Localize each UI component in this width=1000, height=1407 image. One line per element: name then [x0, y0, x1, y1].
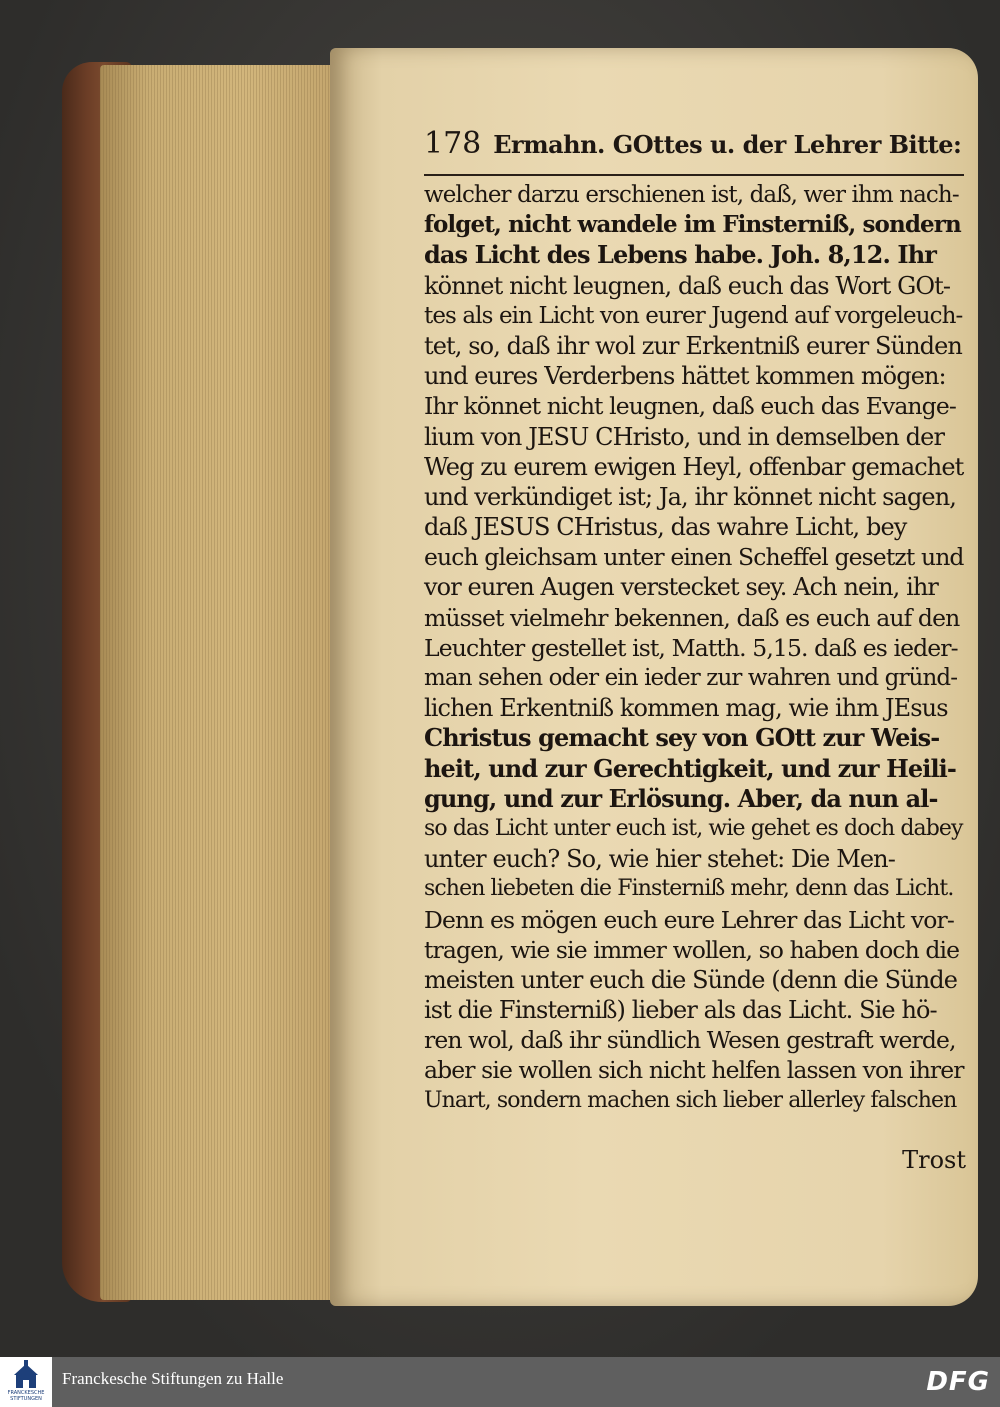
text-line: lichen Erkentniß kommen mag, wie ihm JEsus — [424, 694, 948, 723]
text-line: das Licht des Lebens habe. Joh. 8,12. Ihr — [424, 240, 936, 270]
text-line: unter euch? So, wie hier stehet: Die Men- — [424, 845, 895, 874]
text-line: ren wol, daß ihr sündlich Wesen gestraft werde, — [424, 1026, 956, 1055]
text-line: und verkündiget ist; Ja, ihr könnet nicht sagen, — [424, 482, 957, 511]
running-head: Ermahn. GOttes u. der Lehrer Bitte: — [493, 130, 962, 159]
text-line: meisten unter euch die Sünde (denn die Sünde — [424, 965, 958, 994]
text-line: Leuchter gestellet ist, Matth. 5,15. daß es ieder- — [424, 633, 958, 662]
body-text — [424, 180, 964, 1116]
footer-bar — [0, 1357, 1000, 1407]
catchword: Trost — [902, 1146, 966, 1174]
orphanage-icon — [12, 1360, 40, 1390]
page-number: 178 — [424, 126, 482, 161]
text-line: tragen, wie sie immer wollen, so haben doch die — [424, 935, 960, 964]
text-line: Ihr könnet nicht leugnen, daß euch das Evange- — [424, 392, 956, 421]
text-line: gung, und zur Erlösung. Aber, da nun al- — [424, 783, 938, 813]
text-line: heit, und zur Gerechtigkeit, und zur Heili- — [424, 753, 956, 783]
text-line: aber sie wollen sich nicht helfen lassen von ihrer — [424, 1056, 964, 1085]
dfg-logo[interactable]: DFG — [926, 1367, 990, 1397]
text-line: Unart, sondern machen sich lieber allerley falschen — [424, 1087, 957, 1113]
text-line: und eures Verderbens hättet kommen mögen: — [424, 362, 946, 391]
text-line: ist die Finsterniß) lieber als das Licht. Sie hö- — [424, 996, 937, 1025]
text-line: Denn es mögen euch eure Lehrer das Licht vor- — [424, 905, 954, 934]
text-line: folget, nicht wandele im Finsterniß, sondern — [424, 211, 961, 239]
logo-caption: FRANCKESCHE STIFTUNGEN — [7, 1390, 45, 1402]
text-line: welcher darzu erschienen ist, daß, wer ihm nach- — [424, 182, 959, 208]
text-line: daß JESUS CHristus, das wahre Licht, bey — [424, 513, 907, 542]
text-line: euch gleichsam unter einen Scheffel gesetzt und — [424, 543, 964, 572]
text-line: tes als ein Licht von eurer Jugend auf vorgeleuch- — [424, 302, 963, 329]
page-edges — [100, 65, 342, 1300]
text-line: müsset vielmehr bekennen, daß es euch auf den — [424, 603, 960, 632]
text-line: man sehen oder ein ieder zur wahren und gründ- — [424, 665, 958, 691]
institution-name[interactable]: Franckesche Stiftungen zu Halle — [62, 1369, 284, 1388]
text-line: könnet nicht leugnen, daß euch das Wort GOt- — [424, 271, 951, 300]
text-line: tet, so, daß ihr wol zur Erkentniß eurer Sünden — [424, 331, 962, 360]
text-line: vor euren Augen verstecket sey. Ach nein, ihr — [424, 573, 938, 602]
institution-logo[interactable] — [0, 1357, 52, 1407]
text-line: so das Licht unter euch ist, wie gehet es doch dabey — [424, 815, 963, 841]
text-line: Christus gemacht sey von GOtt zur Weis- — [424, 723, 940, 753]
text-line: lium von JESU CHristo, und in demselben der — [424, 422, 945, 451]
page-header — [424, 126, 964, 170]
header-rule — [424, 174, 964, 176]
text-line: Weg zu eurem ewigen Heyl, offenbar gemachet — [424, 452, 964, 481]
text-line: schen liebeten die Finsterniß mehr, denn das Licht. — [424, 876, 954, 902]
